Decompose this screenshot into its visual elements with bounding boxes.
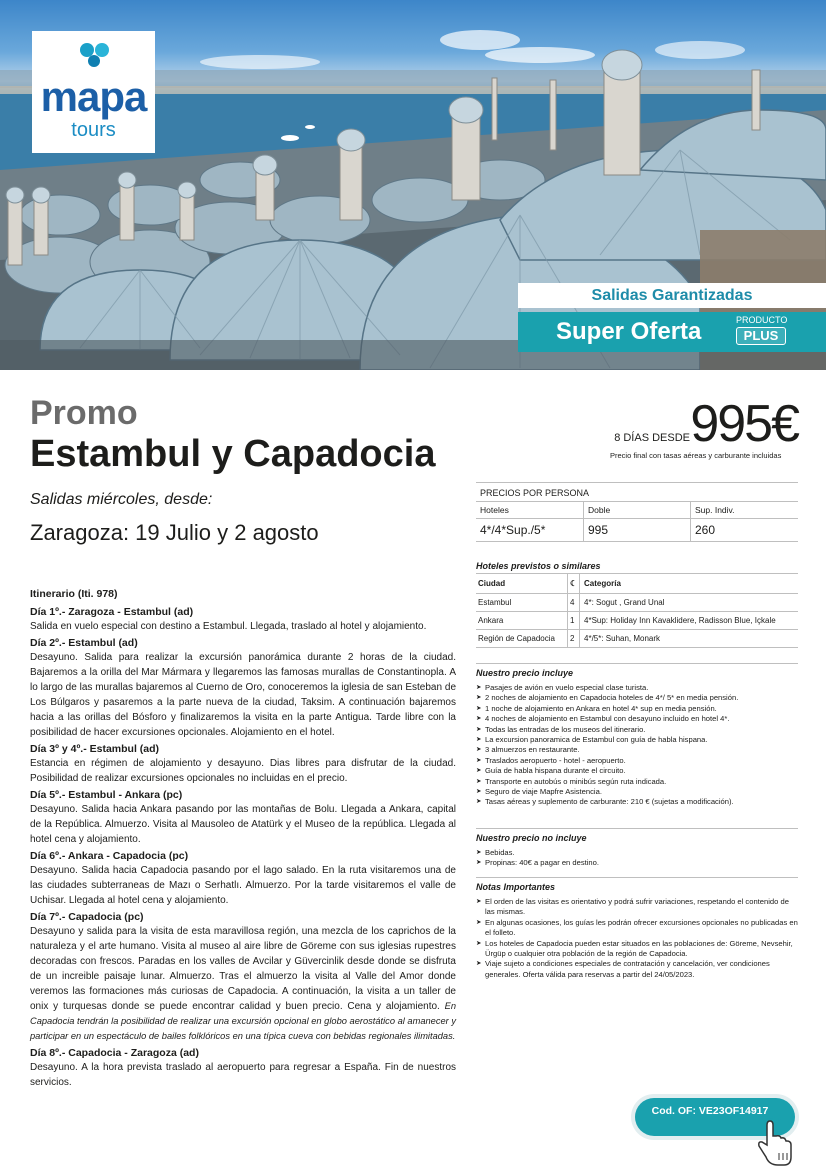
hotels-title: Hoteles previstos o similares bbox=[476, 560, 798, 574]
no-incluye-section bbox=[476, 828, 798, 869]
day-text-main: Desayuno y salida para la visita de esta maravillosa región, una mezcla de los caprichos de la naturaleza y el arte humano. Visita al museo al aire libre de Göreme con sus iglesias rupestres decoradas con frescos. Paradas en los valles de Avcilar y Güvercinlik desde donde se disfruta de un increible paisaje lunar. Almuerzo. Tras el almuerzo la visita al Valle del Amor donde veremos las formaciones más curiosas de Capadocia. A continuación, la visita a un taller de onix y turquesas donde se puede encontrar calidad y buen precio. Cena y alojamiento. bbox=[30, 926, 456, 1012]
day-heading: Día 5º.- Estambul - Ankara (pc) bbox=[30, 789, 183, 801]
cell-noches: 1 bbox=[567, 612, 579, 629]
list-item: ➤ 4 noches de alojamiento en Estambul con desayuno incluido en hotel 4*. bbox=[476, 714, 798, 724]
mapa-tours-logo bbox=[32, 31, 155, 153]
price-table bbox=[476, 482, 798, 542]
list-item: ➤ 1 noche de alojamiento en Ankara en hotel 4* sup en media pensión. bbox=[476, 704, 798, 714]
cell-categoria: 4*Sup: Holiday Inn Kavaklidere, Radisson Blue, Içkale bbox=[579, 612, 798, 629]
departure-dates: Zaragoza: 19 Julio y 2 agosto bbox=[30, 520, 319, 545]
salidas-subtitle: Salidas miércoles, desde: bbox=[30, 491, 213, 508]
notas-section bbox=[476, 877, 798, 980]
offer-code-label: Cod. OF: VE23OF14917 bbox=[651, 1105, 769, 1117]
cell-doble: 995 bbox=[583, 519, 690, 541]
day-text: Desayuno. Salida para realizar la excursión panorámica durante 2 horas de la ciudad. Bajaremos a la orilla del Mar Mármara y llegaremos las famosas murallas de Constantinopla. A lo largo de las murallas bajaremos al Cuerno de Oro, conoceremos la iglesia de san Esteban de Los Búlgaros y pasaremos a la parte nueva de la ciudad, Taksim. A continuación bajaremos hacia a las orillas del Bósforo y finalizaremos la visita en la parte Antigua. Tarde libre con la posibilidad de hacer excursiones opcionales. Alojamiento en el hotel. bbox=[30, 652, 456, 738]
day-heading: Día 8º.- Capadocia - Zaragoza (ad) bbox=[30, 1047, 199, 1059]
super-oferta-badge bbox=[518, 312, 826, 352]
incluye-list bbox=[476, 683, 798, 808]
day-heading: Día 6º.- Ankara - Capadocia (pc) bbox=[30, 850, 189, 862]
hotels-table bbox=[476, 574, 798, 648]
price-table-title: PRECIOS POR PERSONA bbox=[476, 482, 798, 502]
table-row bbox=[476, 630, 798, 648]
cell-sup-indiv: 260 bbox=[690, 519, 798, 541]
price-table-header bbox=[476, 502, 798, 519]
cell-categoria: 4*/5*: Suhan, Monark bbox=[579, 630, 798, 647]
day-text bbox=[30, 924, 456, 1044]
price-prefix: 8 DÍAS DESDE bbox=[614, 432, 690, 444]
cell-ciudad: Estambul bbox=[478, 598, 512, 607]
price-amount: 995€ bbox=[690, 395, 798, 453]
no-incluye-title: Nuestro precio no incluye bbox=[476, 828, 798, 845]
day-text: Estancia en régimen de alojamiento y desayuno. Dias libres para disfrutar de la ciudad. Posibilidad de realizar excursiones opcionales no incluidas en el precio. bbox=[30, 758, 456, 784]
notas-title: Notas Importantes bbox=[476, 877, 798, 894]
list-item: ➤ Seguro de viaje Mapfre Asistencia. bbox=[476, 787, 798, 797]
day-text: Salida en vuelo especial con destino a Estambul. Llegada, traslado al hotel y alojamiento. bbox=[30, 621, 427, 632]
salidas-garantizadas-badge: Salidas Garantizadas bbox=[518, 283, 826, 308]
cell-categoria: 4*: Sogut , Grand Unal bbox=[579, 594, 798, 611]
list-item: ➤ Bebidas. bbox=[476, 848, 798, 858]
list-item: ➤ 2 noches de alojamiento en Capadocia hoteles de 4*/ 5* en media pensión. bbox=[476, 693, 798, 703]
super-oferta-label: Super Oferta bbox=[556, 318, 702, 345]
list-item: ➤ Todas las entradas de los museos del itinerario. bbox=[476, 725, 798, 735]
logo-dot-icon bbox=[88, 55, 100, 67]
day-heading: Día 7º.- Capadocia (pc) bbox=[30, 911, 144, 923]
list-item: ➤ Transporte en autobús o minibús según ruta indicada. bbox=[476, 777, 798, 787]
list-item: ➤ Tasas aéreas y suplemento de carburante: 210 € (sujetas a modificación). bbox=[476, 797, 798, 807]
logo-brand: mapa bbox=[40, 73, 147, 120]
day-heading: Día 3º y 4º.- Estambul (ad) bbox=[30, 743, 160, 755]
incluye-title: Nuestro precio incluye bbox=[476, 663, 798, 680]
list-item: ➤ Viaje sujeto a condiciones especiales de contratación y cancelación, ver condiciones generales. Oferta válida para reservas a partir del 24/05/2023. bbox=[476, 959, 798, 980]
hotels-section bbox=[476, 560, 798, 648]
list-item: ➤ Pasajes de avión en vuelo especial clase turista. bbox=[476, 683, 798, 693]
price-table-row bbox=[476, 519, 798, 542]
list-item: ➤ Guía de habla hispana durante el circuito. bbox=[476, 766, 798, 776]
col-categoria: Categoría bbox=[579, 574, 798, 593]
promo-label: Promo bbox=[30, 394, 138, 432]
col-doble: Doble bbox=[583, 502, 690, 518]
itinerary-title: Itinerario (Iti. 978) bbox=[30, 588, 118, 600]
itinerary bbox=[30, 587, 456, 1092]
col-sup-indiv: Sup. Indiv. bbox=[690, 502, 798, 518]
table-row bbox=[476, 594, 798, 612]
cell-hoteles: 4*/4*Sup./5* bbox=[480, 523, 546, 537]
list-item: ➤ Propinas: 40€ a pagar en destino. bbox=[476, 858, 798, 868]
logo-sub: tours bbox=[71, 119, 116, 141]
day-text: Desayuno. Salida hacia Capadocia pasando por el lago salado. En la ruta visitaremos una de las ciudades subterraneas de Mazı o Serhatlı. Almuerzo. Por la tarde visitaremos el valle de Uchisar. Llegada al hotel cena y alojamiento. bbox=[30, 865, 456, 906]
hero-image bbox=[0, 0, 826, 370]
list-item: ➤ El orden de las visitas es orientativo y podrá sufrir variaciones, respetando el contenido de las mismas. bbox=[476, 897, 798, 918]
cell-noches: 4 bbox=[567, 594, 579, 611]
moon-icon: ☾ bbox=[567, 574, 579, 593]
incluye-section bbox=[476, 663, 798, 808]
price-note: Precio final con tasas aéreas y carburante incluidas bbox=[610, 451, 782, 460]
notas-list bbox=[476, 897, 798, 980]
col-ciudad: Ciudad bbox=[478, 579, 506, 588]
pointer-hand-icon bbox=[750, 1115, 796, 1169]
list-item: ➤ Los hoteles de Capadocia pueden estar situados en las poblaciones de: Göreme, Nevsehir, Ürgüp o cualquier otra población de la región de Capadocia. bbox=[476, 939, 798, 960]
day-text: Desayuno. Salida hacia Ankara pasando por las montañas de Bolu. Llegada a Ankara, capital de la República. Almuerzo. Visita al Mausoleo de Atatürk y el Museo de la república. Llegada al hotel cena y alojamiento. bbox=[30, 804, 456, 845]
list-item: ➤ 3 almuerzos en restaurante. bbox=[476, 745, 798, 755]
cell-ciudad: Región de Capadocia bbox=[478, 634, 555, 643]
cell-ciudad: Ankara bbox=[478, 616, 504, 625]
table-row bbox=[476, 612, 798, 630]
day-text: Desayuno. A la hora prevista traslado al aeropuerto para regresar a España. Fin de nuestros servicios. bbox=[30, 1062, 456, 1088]
cell-noches: 2 bbox=[567, 630, 579, 647]
producto-label: PRODUCTO bbox=[736, 315, 788, 325]
col-hoteles: Hoteles bbox=[480, 505, 509, 515]
page-title: Estambul y Capadocia bbox=[30, 433, 436, 475]
list-item: ➤ La excursion panoramica de Estambul con guía de habla hispana. bbox=[476, 735, 798, 745]
list-item: ➤ En algunas ocasiones, los guías les podrán ofrecer excursiones opcionales no publicadas en el folleto. bbox=[476, 918, 798, 939]
plus-label: PLUS bbox=[736, 327, 786, 345]
list-item: ➤ Traslados aeropuerto - hotel - aeropuerto. bbox=[476, 756, 798, 766]
day-heading: Día 1º.- Zaragoza - Estambul (ad) bbox=[30, 606, 194, 618]
day-heading: Día 2º.- Estambul (ad) bbox=[30, 637, 138, 649]
no-incluye-list bbox=[476, 848, 798, 869]
hotels-header bbox=[476, 574, 798, 594]
day-text-optional: En Capadocia tendrán la posibilidad de realizar una excursión opcional en globo aerostático al amanecer y participar en un espectáculo de bailes folklóricos en una típica cueva con bebidas regionales ilimitadas. bbox=[30, 1001, 456, 1041]
